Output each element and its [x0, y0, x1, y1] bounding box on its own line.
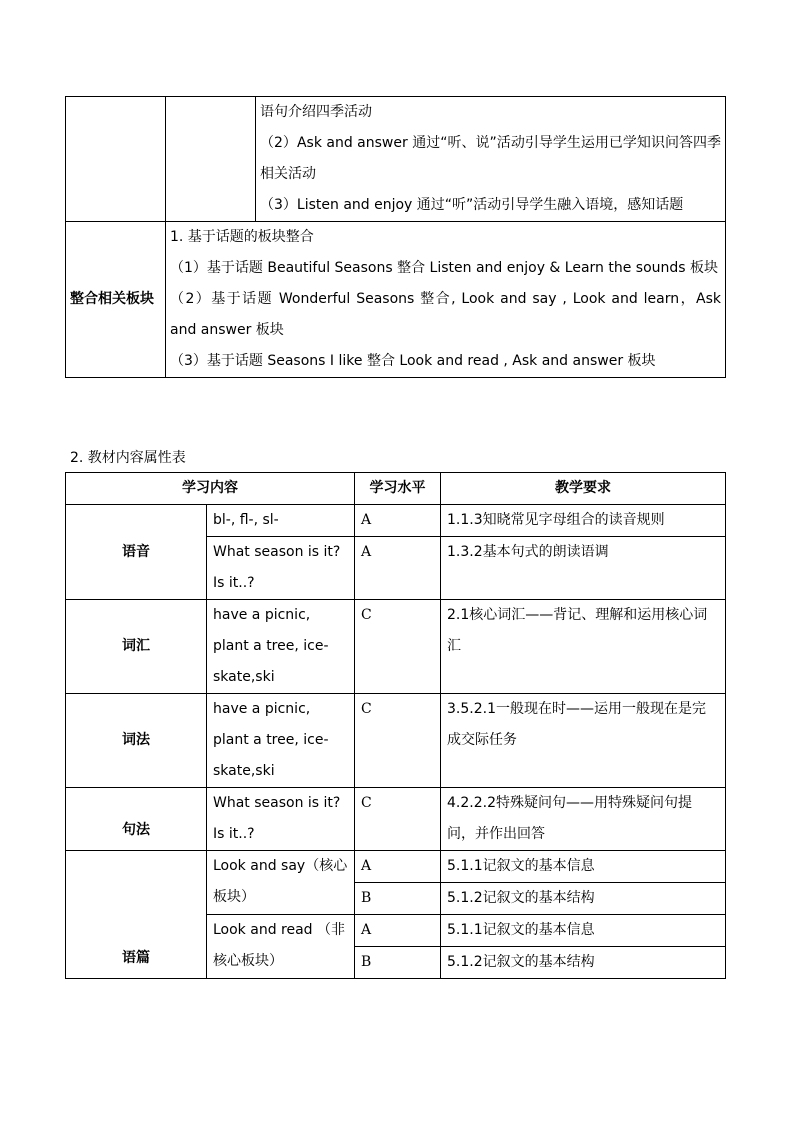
level-cell: A	[355, 915, 441, 947]
content-cell: have a picnic, plant a tree, ice-skate,ski	[207, 694, 355, 788]
header-learning-content: 学习内容	[66, 473, 355, 505]
empty-cell	[66, 97, 166, 222]
level-cell: A	[355, 537, 441, 600]
requirement-cell: 1.1.3知晓常见字母组合的读音规则	[441, 505, 726, 537]
category-cell: 词汇	[66, 600, 207, 694]
level-cell: C	[355, 694, 441, 788]
integration-table	[65, 96, 726, 378]
header-teaching-requirement: 教学要求	[441, 473, 726, 505]
paragraph: （2）Ask and answer 通过“听、说”活动引导学生运用已学知识问答四季相关活动	[260, 135, 721, 182]
table-header-row	[66, 473, 726, 505]
table-row	[66, 788, 726, 851]
header-learning-level: 学习水平	[355, 473, 441, 505]
paragraph: 语句介绍四季活动	[260, 104, 372, 120]
level-cell: B	[355, 883, 441, 915]
table-row	[66, 600, 726, 694]
table-row	[66, 694, 726, 788]
section-heading: 2. 教材内容属性表	[70, 450, 186, 466]
content-cell: Look and say（核心板块）	[207, 851, 355, 915]
category-cell: 词法	[66, 694, 207, 788]
table-row	[66, 97, 726, 222]
paragraph: （1）基于话题 Beautiful Seasons 整合 Listen and enjoy & Learn the sounds 板块	[170, 260, 719, 276]
empty-cell	[166, 97, 256, 222]
requirement-cell: 5.1.2记叙文的基本结构	[441, 883, 726, 915]
content-cell: bl-, fl-, sl-	[207, 505, 355, 537]
category-cell: 语篇	[66, 851, 207, 979]
level-cell: C	[355, 600, 441, 694]
content-cell: Look and read （非核心板块）	[207, 915, 355, 979]
requirement-cell: 4.2.2.2特殊疑问句——用特殊疑问句提问，并作出回答	[441, 788, 726, 851]
level-cell: B	[355, 947, 441, 979]
table-row	[66, 222, 726, 378]
level-cell: A	[355, 851, 441, 883]
paragraph: 1. 基于话题的板块整合	[170, 229, 314, 245]
content-cell: What season is it? Is it..?	[207, 788, 355, 851]
content-cell: What season is it? Is it..?	[207, 537, 355, 600]
content-attributes-table	[65, 472, 726, 979]
paragraph: （3）基于话题 Seasons I like 整合 Look and read , Ask and answer 板块	[170, 353, 656, 369]
requirement-cell: 1.3.2基本句式的朗读语调	[441, 537, 726, 600]
paragraph: （3）Listen and enjoy 通过“听”活动引导学生融入语境，感知话题	[260, 197, 684, 213]
level-cell: C	[355, 788, 441, 851]
activity-description-cell	[256, 97, 726, 222]
integration-content-cell	[166, 222, 726, 378]
requirement-cell: 3.5.2.1一般现在时——运用一般现在是完成交际任务	[441, 694, 726, 788]
category-cell: 语音	[66, 505, 207, 600]
table-row	[66, 851, 726, 883]
requirement-cell: 2.1核心词汇——背记、理解和运用核心词汇	[441, 600, 726, 694]
table-row	[66, 505, 726, 537]
requirement-cell: 5.1.1记叙文的基本信息	[441, 915, 726, 947]
category-cell: 句法	[66, 788, 207, 851]
level-cell: A	[355, 505, 441, 537]
requirement-cell: 5.1.1记叙文的基本信息	[441, 851, 726, 883]
row-label-integration: 整合相关板块	[66, 222, 166, 378]
content-cell: have a picnic, plant a tree, ice-skate,ski	[207, 600, 355, 694]
paragraph: （2）基于话题 Wonderful Seasons 整合, Look and say , Look and learn，Ask and answer 板块	[170, 291, 721, 338]
requirement-cell: 5.1.2记叙文的基本结构	[441, 947, 726, 979]
